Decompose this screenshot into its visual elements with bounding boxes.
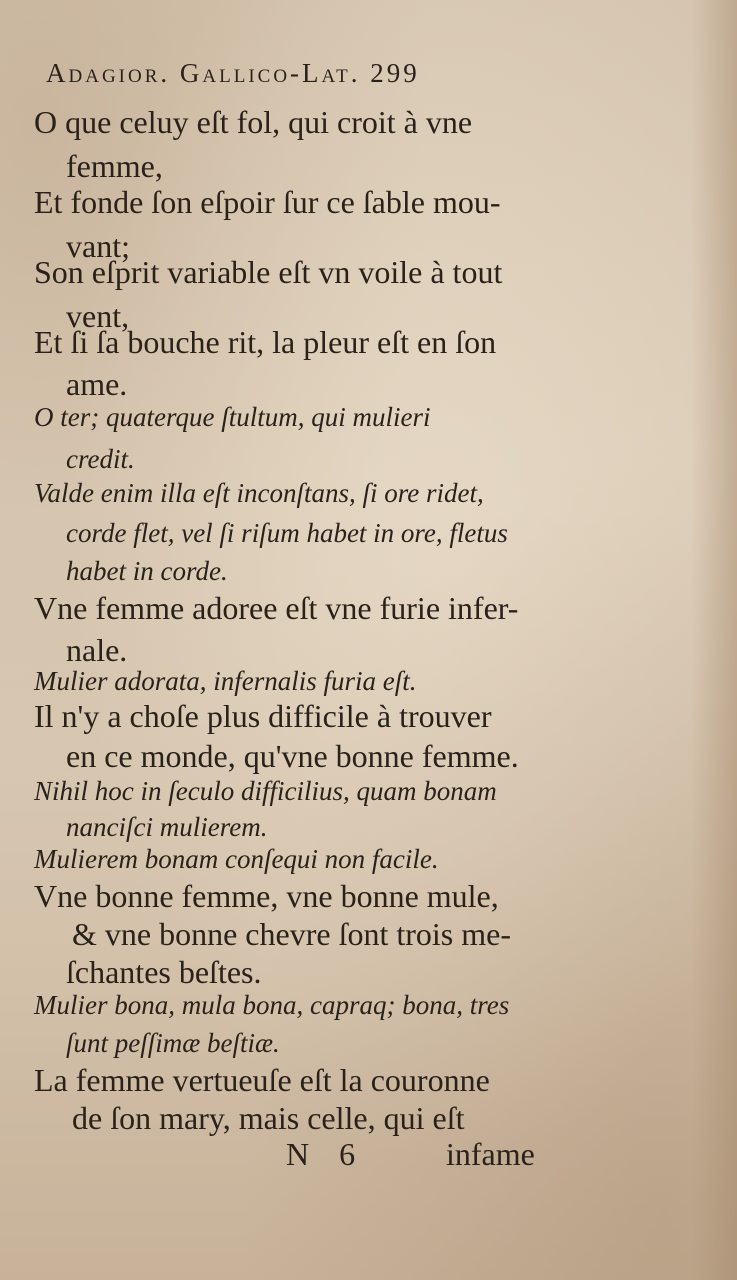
text-line-5: Son eſprit variable eſt vn voile à tout: [34, 254, 503, 290]
text-line-3: Et fonde ſon eſpoir ſur ce ſable mou-: [34, 184, 501, 220]
latin-line-6: Mulier adorata, infernalis furia eſt.: [34, 666, 417, 696]
catchword: infame: [446, 1136, 535, 1172]
latin-line-9: Mulierem bonam conſequi non facile.: [34, 844, 439, 874]
text-line-10: nale.: [66, 632, 128, 668]
text-line-2: femme,: [66, 148, 163, 184]
text-line-7: Et ſi ſa bouche rit, la pleur eſt en ſon: [34, 324, 497, 360]
latin-line-10: Mulier bona, mula bona, capraq; bona, tres: [34, 990, 510, 1020]
text-line-6: vent,: [66, 298, 130, 334]
signature-mark: N 6: [286, 1136, 356, 1172]
text-line-4: vant;: [66, 228, 130, 264]
latin-line-8: nanciſci mulierem.: [66, 812, 268, 842]
text-line-1: O que celuy eſt fol, qui croit à vne: [34, 104, 473, 140]
page-gutter-shadow: [691, 0, 737, 1280]
text-line-14: & vne bonne chevre ſont trois me-: [72, 916, 511, 952]
text-line-13: Vne bonne femme, vne bonne mule,: [34, 878, 499, 914]
latin-line-3: Valde enim illa eſt inconſtans, ſi ore ridet,: [34, 478, 484, 508]
latin-line-1: O ter; quaterque ſtultum, qui mulieri: [34, 402, 431, 432]
latin-line-5: habet in corde.: [66, 556, 228, 586]
text-line-11: Il n'y a choſe plus difficile à trouver: [34, 698, 492, 734]
latin-line-4: corde flet, vel ſi riſum habet in ore, fletus: [66, 518, 508, 548]
latin-line-2: credit.: [66, 444, 135, 474]
running-head: Adagior. Gallico-Lat. 299: [46, 58, 420, 88]
text-line-12: en ce monde, qu'vne bonne femme.: [66, 738, 519, 774]
text-line-15: ſchantes beſtes.: [66, 954, 262, 990]
text-line-9: Vne femme adoree eſt vne furie infer-: [34, 590, 519, 626]
text-line-17: de ſon mary, mais celle, qui eſt: [72, 1100, 465, 1136]
latin-line-11: ſunt peſſimæ beſtiæ.: [66, 1028, 280, 1058]
text-line-8: ame.: [66, 366, 128, 402]
text-line-16: La femme vertueuſe eſt la couronne: [34, 1062, 490, 1098]
latin-line-7: Nihil hoc in ſeculo difficilius, quam bonam: [34, 776, 497, 806]
